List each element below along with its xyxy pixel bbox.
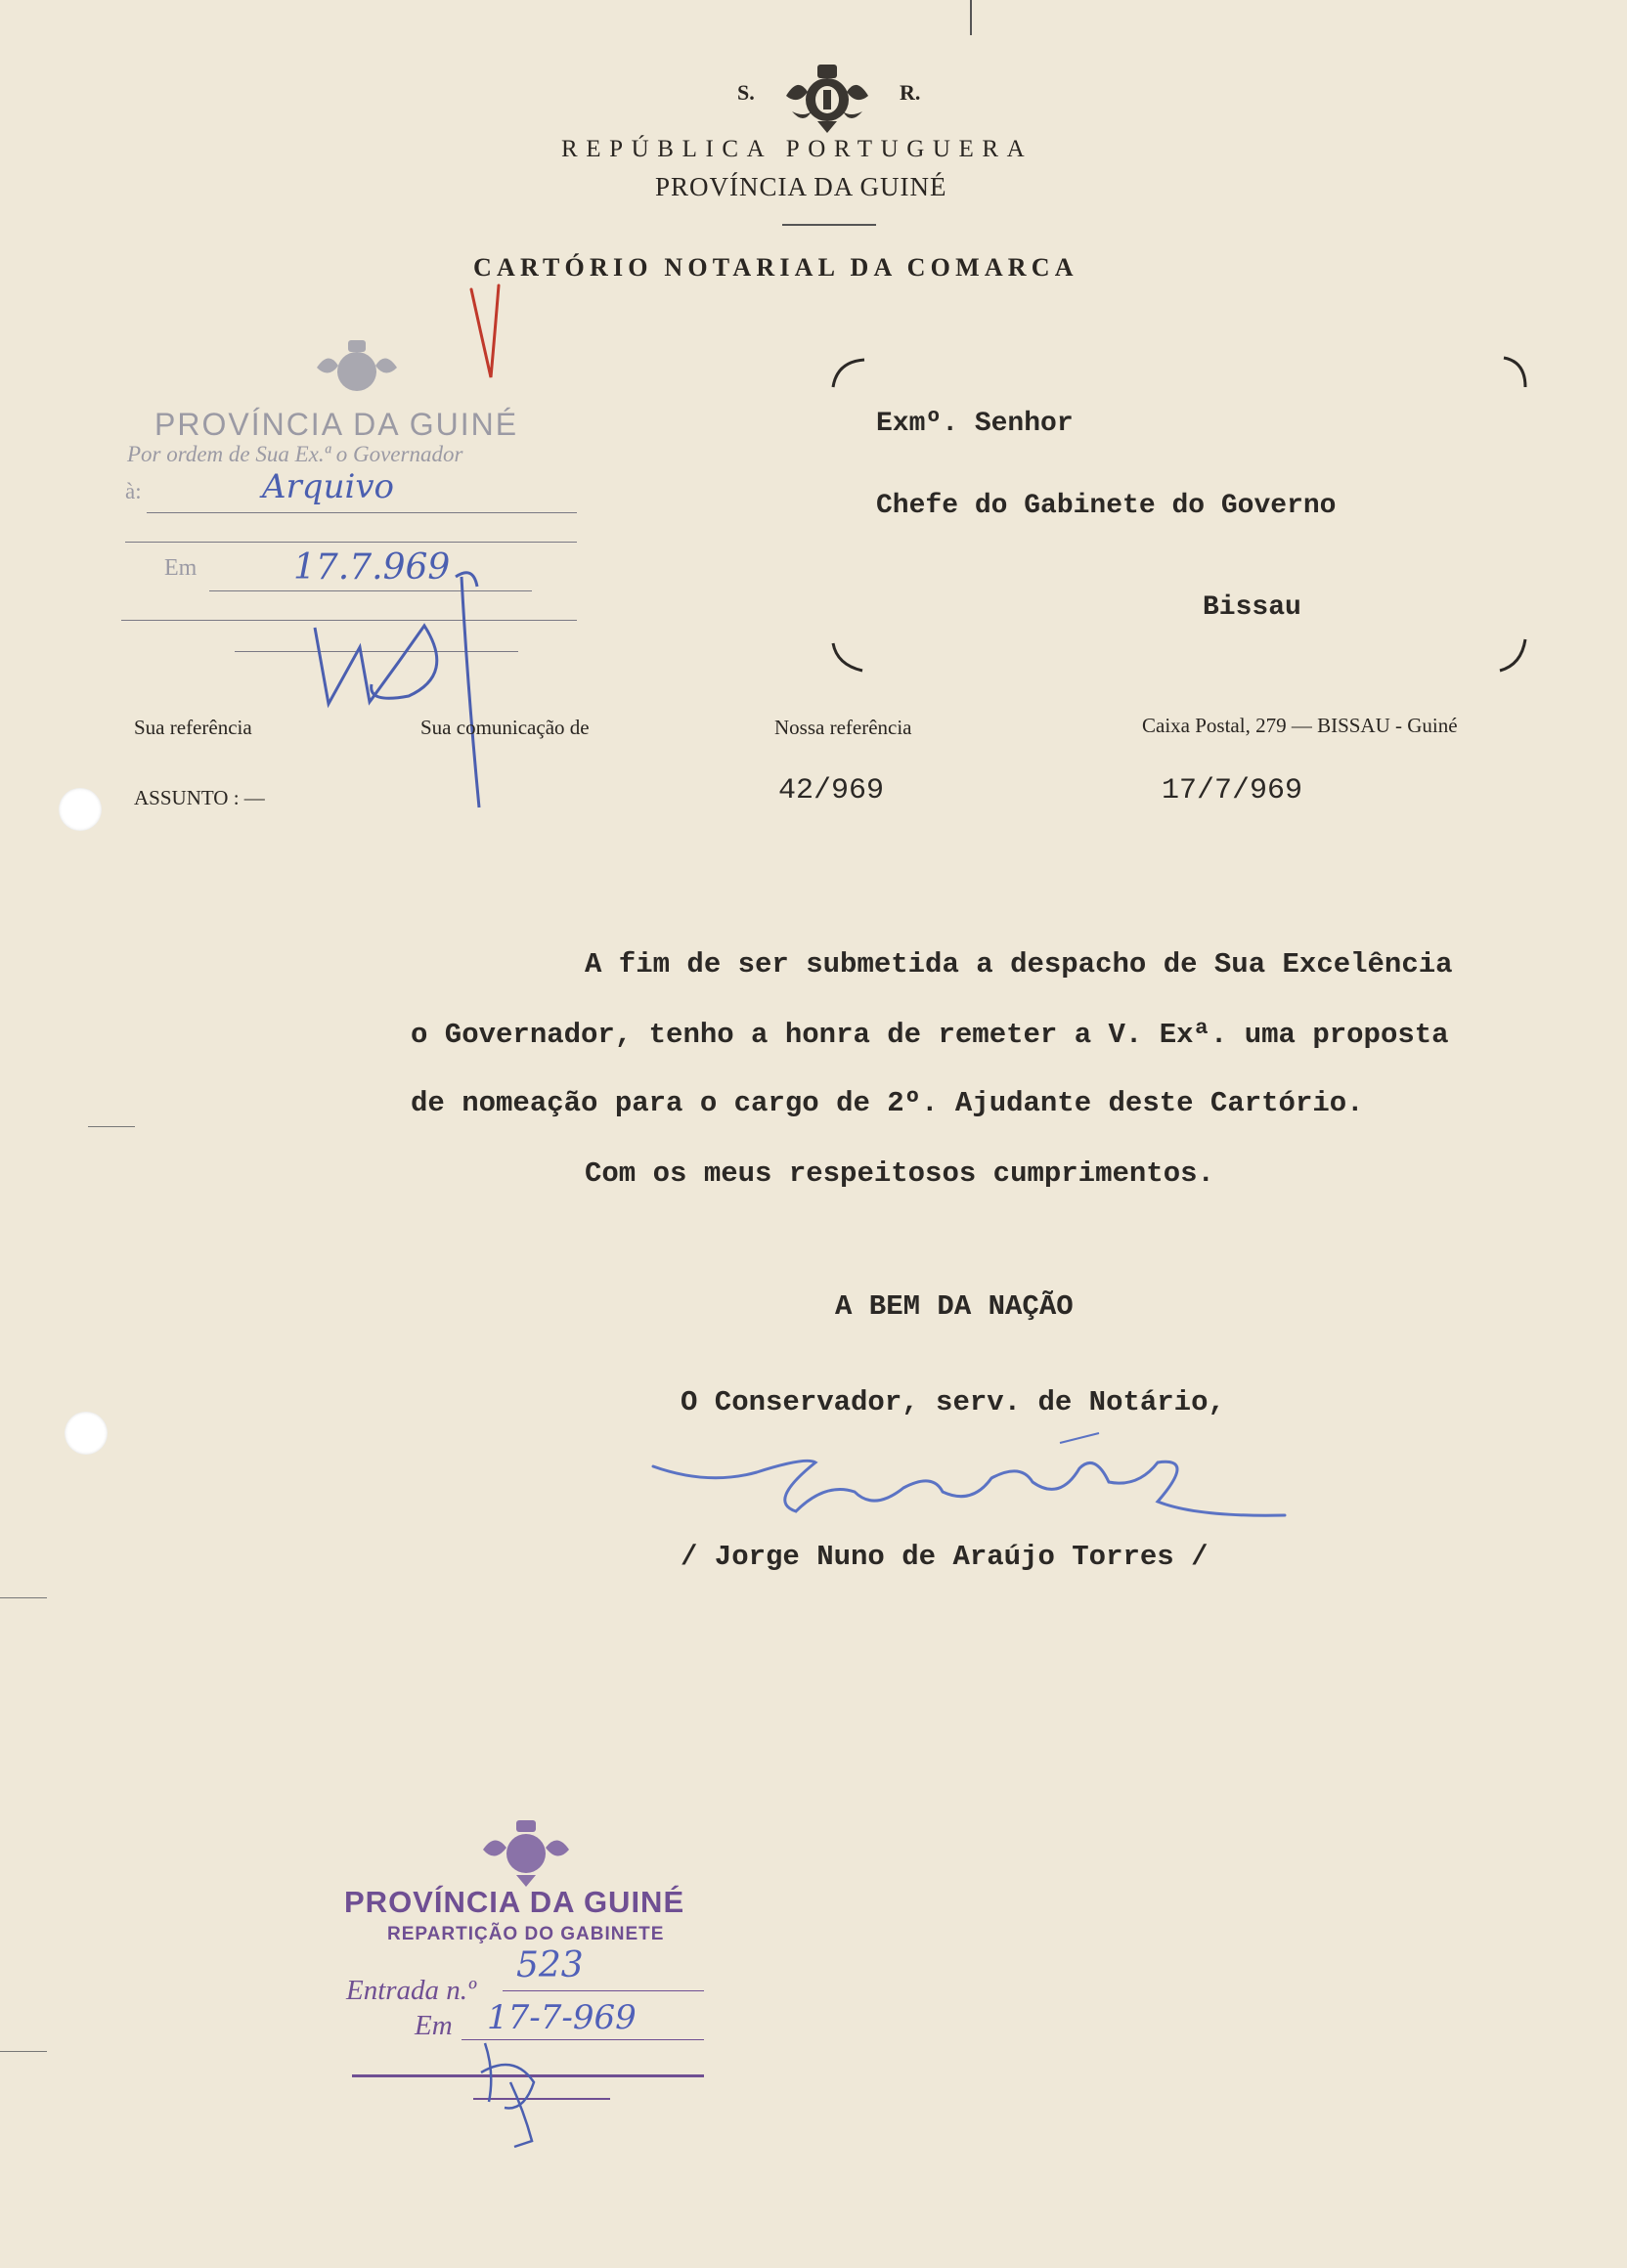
address-salutation: Exmº. Senhor	[876, 409, 1074, 439]
label-assunto: ASSUNTO : —	[134, 786, 265, 809]
nossa-ref-value: 42/969	[778, 774, 885, 807]
stamp-bottom-em-label: Em	[415, 2010, 453, 2041]
stamp-a-label: à:	[125, 479, 142, 503]
fold-mark	[970, 0, 972, 35]
stamp-em-value: 17.7.969	[293, 547, 451, 588]
label-caixa-postal: Caixa Postal, 279 — BISSAU - Guiné	[1142, 714, 1458, 737]
stamp-line-2	[125, 542, 577, 543]
punch-hole-bottom	[65, 1412, 108, 1455]
header-r: R.	[900, 80, 921, 105]
date-value: 17/7/969	[1162, 774, 1303, 807]
stamp-order: Por ordem de Sua Ex.ª o Governador	[127, 442, 463, 466]
body-line-3: de nomeação para o cargo de 2º. Ajudante deste Cartório.	[411, 1087, 1364, 1119]
stamp-bottom-entrada-label: Entrada n.º	[346, 1975, 477, 2006]
office-title: CARTÓRIO NOTARIAL DA COMARCA	[473, 253, 1078, 282]
label-sua-referencia: Sua referência	[134, 716, 252, 739]
stamp-bottom-entrada-value: 523	[516, 1945, 584, 1985]
margin-mark-2	[0, 1597, 47, 1598]
stamp-bottom-line-1	[503, 1990, 704, 1991]
stamp-province: PROVÍNCIA DA GUINÉ	[154, 407, 519, 442]
closing-motto: A BEM DA NAÇÃO	[835, 1290, 1074, 1323]
stamp-bottom-initials	[475, 2014, 563, 2151]
stamp-bottom-emblem-icon	[479, 1816, 573, 1889]
label-sua-comunicacao: Sua comunicação de	[420, 716, 590, 739]
header-divider	[782, 224, 876, 226]
address-city: Bissau	[1203, 592, 1301, 623]
body-line-1: A fim de ser submetida a despacho de Sua Excelência	[585, 948, 1453, 981]
punch-hole-top	[59, 788, 102, 831]
body-line-2: o Governador, tenho a honra de remeter a V. Exª. uma proposta	[411, 1019, 1449, 1051]
coat-of-arms-icon	[778, 57, 876, 135]
province-title: PROVÍNCIA DA GUINÉ	[655, 172, 947, 201]
stamp-bottom-em-value: 17-7-969	[487, 1998, 637, 2037]
initials-mark	[309, 557, 534, 811]
margin-mark-3	[0, 2051, 47, 2052]
closing-name: / Jorge Nuno de Araújo Torres /	[681, 1541, 1209, 1573]
address-recipient: Chefe do Gabinete do Governo	[876, 491, 1337, 521]
republic-title: REPÚBLICA PORTUGUERA	[561, 136, 1033, 162]
label-nossa-referencia: Nossa referência	[774, 716, 912, 739]
stamp-line-1	[147, 512, 577, 513]
stamp-em-label: Em	[164, 555, 198, 581]
stamp-bottom-province: PROVÍNCIA DA GUINÉ	[344, 1885, 685, 1919]
body-line-4: Com os meus respeitosos cumprimentos.	[585, 1157, 1214, 1190]
signature-mark	[649, 1423, 1295, 1531]
stamp-a-value: Arquivo	[262, 467, 395, 506]
stamp-emblem-icon	[313, 336, 401, 405]
check-mark	[465, 276, 505, 393]
stamp-bottom-dept: REPARTIÇÃO DO GABINETE	[387, 1924, 665, 1944]
closing-role: O Conservador, serv. de Notário,	[681, 1386, 1225, 1418]
margin-mark-1	[88, 1126, 135, 1127]
header-s: S.	[737, 80, 755, 105]
